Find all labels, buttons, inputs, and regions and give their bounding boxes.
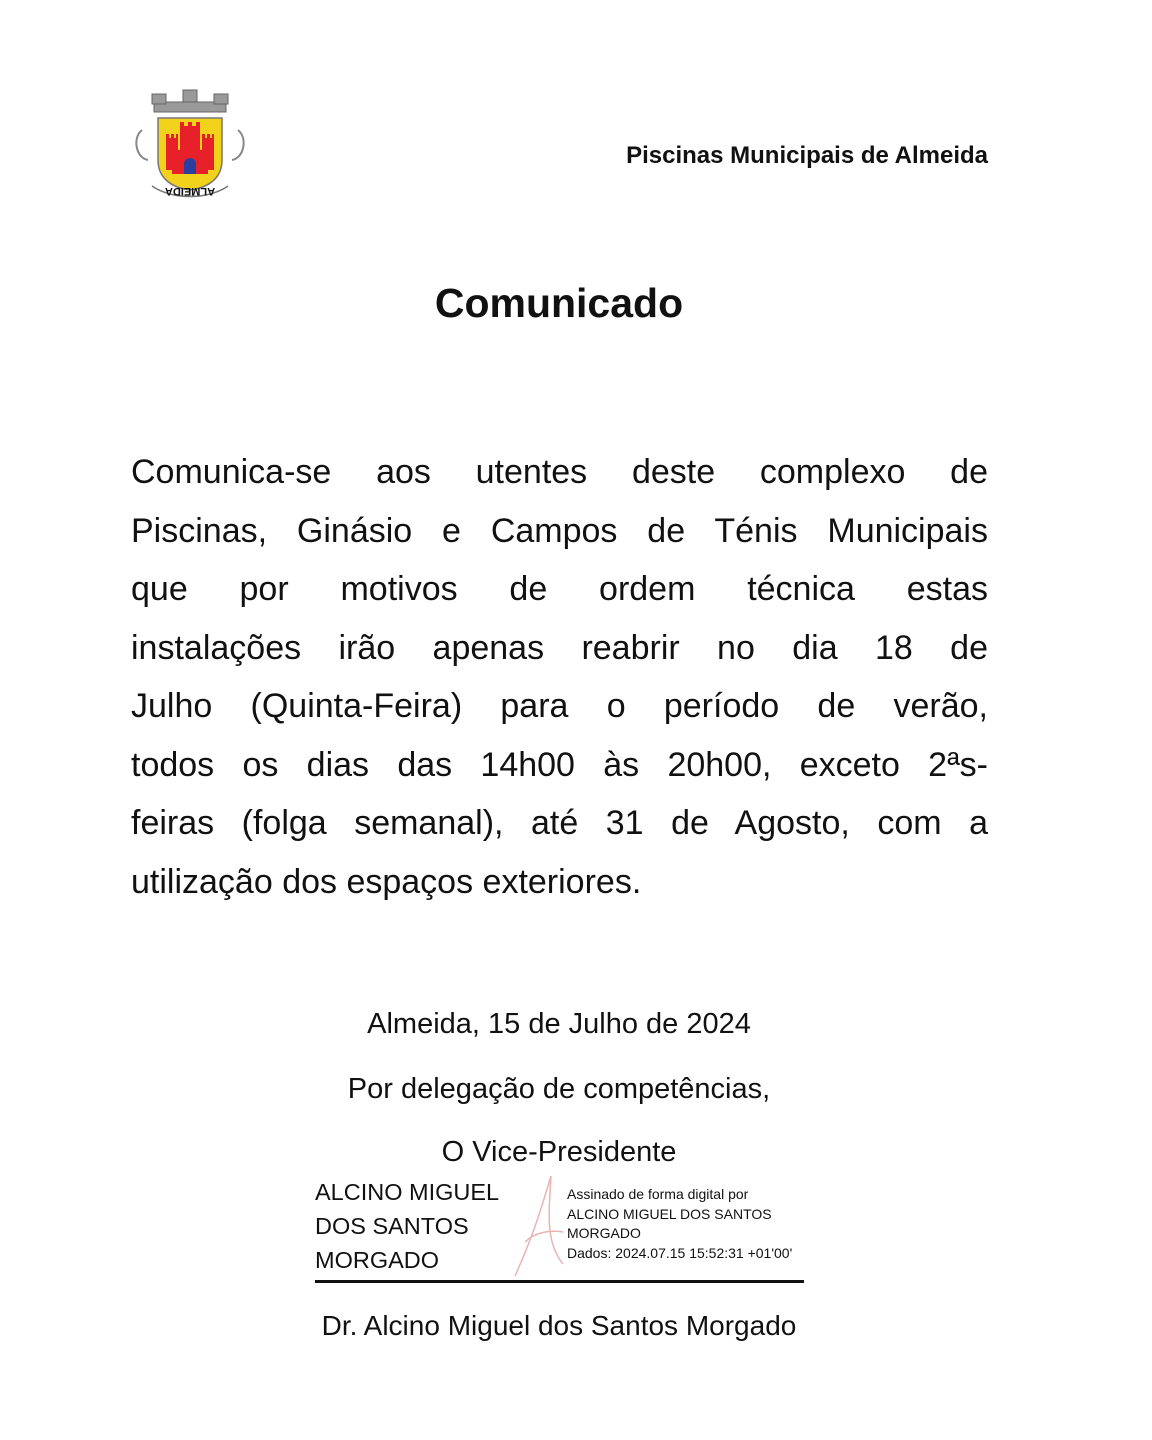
signer-role: O Vice-Presidente bbox=[441, 1136, 677, 1168]
signature-name-block bbox=[315, 1175, 499, 1277]
signature-detail-line: MORGADO bbox=[567, 1225, 641, 1241]
body-line: Piscinas, Ginásio e Campos de Ténis Municipais bbox=[131, 511, 988, 550]
signature-detail-line: ALCINO MIGUEL DOS SANTOS bbox=[567, 1205, 772, 1222]
signature-detail-line: Dados: 2024.07.15 15:52:31 +01'00' bbox=[567, 1244, 793, 1261]
place-date: Almeida, 15 de Julho de 2024 bbox=[367, 1008, 751, 1040]
body-line: todos os dias das 14h00 às 20h00, exceto 2ªs- bbox=[131, 745, 988, 784]
delegation-text: Por delegação de competências, bbox=[347, 1073, 771, 1105]
body-line: que por motivos de ordem técnica estas bbox=[131, 570, 988, 608]
signature-name-line: ALCINO MIGUEL bbox=[315, 1179, 500, 1205]
signature-name-line: MORGADO bbox=[315, 1247, 440, 1273]
svg-text:ALMEIDA: ALMEIDA bbox=[164, 185, 216, 197]
announcement-body bbox=[131, 450, 988, 918]
signature-line bbox=[315, 1280, 804, 1283]
body-line: feiras (folga semanal), até 31 de Agosto, com a bbox=[131, 804, 988, 842]
body-line: utilização dos espaços exteriores. bbox=[131, 862, 642, 901]
digital-signature-mark-icon bbox=[505, 1172, 565, 1280]
signer-name: Dr. Alcino Miguel dos Santos Morgado bbox=[321, 1310, 797, 1341]
signature-detail-line: Assinado de forma digital por bbox=[567, 1186, 749, 1202]
organization-name: Piscinas Municipais de Almeida bbox=[626, 142, 988, 169]
signature-details bbox=[567, 1185, 792, 1263]
body-line: Julho (Quinta-Feira) para o período de verão, bbox=[131, 687, 988, 725]
body-line: Comunica-se aos utentes deste complexo de bbox=[131, 453, 988, 491]
municipal-coat-of-arms-logo bbox=[132, 88, 248, 208]
body-line: instalações irão apenas reabrir no dia 18 de bbox=[131, 628, 988, 667]
document-title: Comunicado bbox=[434, 280, 684, 326]
signature-name-line: DOS SANTOS bbox=[315, 1213, 469, 1239]
